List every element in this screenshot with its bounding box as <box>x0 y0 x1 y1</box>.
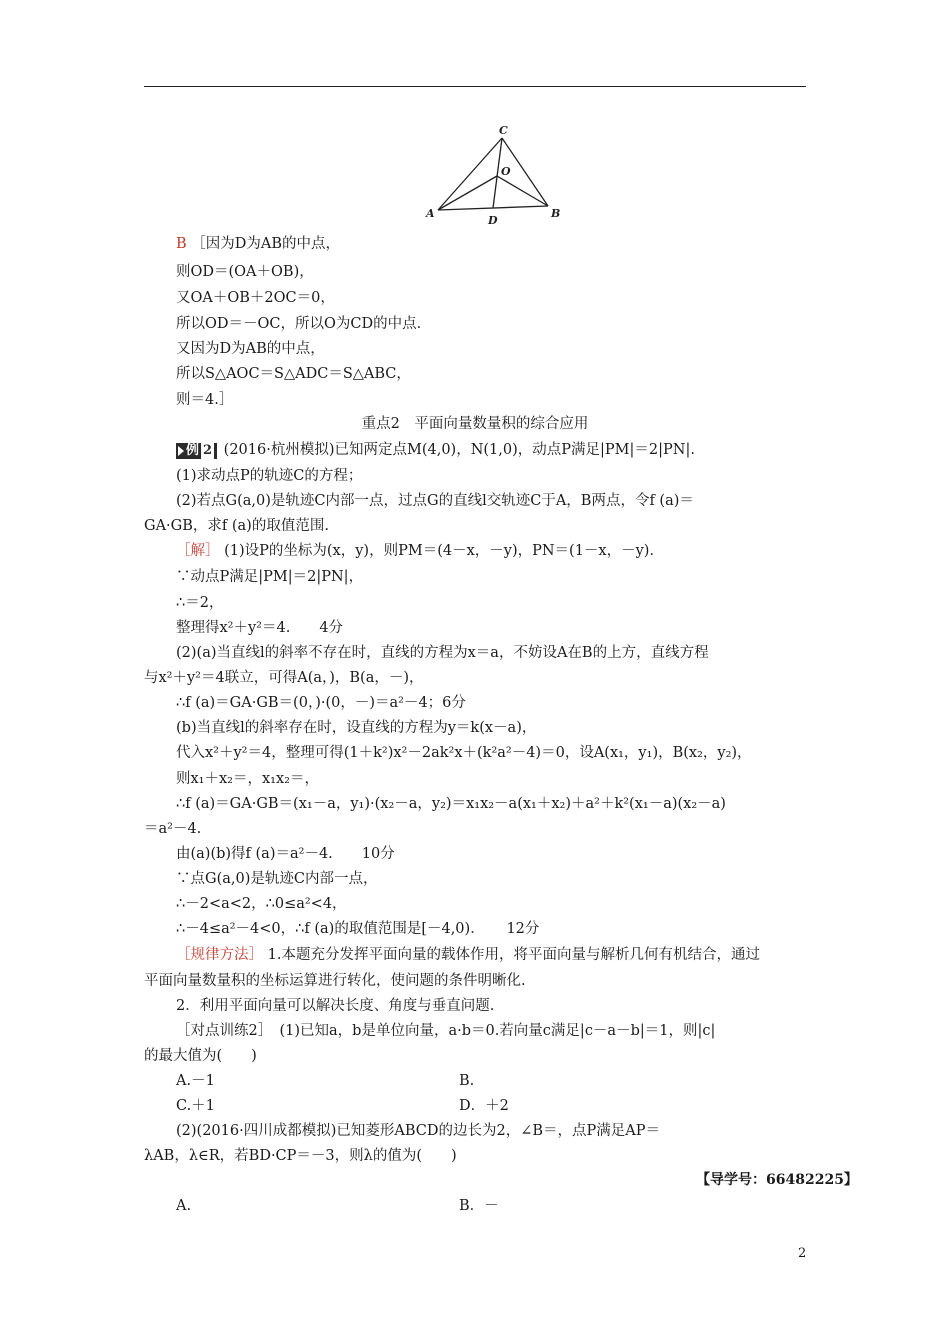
label-a: A <box>426 207 435 220</box>
solution-line: (b)当直线l的斜率存在时，设直线的方程为y＝k(x－a)， <box>176 720 537 736</box>
solution-line: 代入x²＋y²＝4，整理可得(1＋k²)x²－2ak²x＋(k²a²－4)＝0，设A(x₁，y₁)，B(x₂，y₂)， <box>176 745 752 761</box>
solution-line: 与x²＋y²＝4联立，可得A(a，)，B(a，－)， <box>144 670 424 686</box>
training-q2-cont: λAB，λ∈R，若BD·CP＝－3，则λ的值为( ) <box>144 1148 457 1164</box>
answer-line: 则OD＝(OA＋OB)， <box>176 264 314 280</box>
method-line-3: 2．利用平面向量可以解决长度、角度与垂直问题. <box>176 998 495 1014</box>
option-c: C.＋1 <box>176 1098 215 1114</box>
answer-line-1 <box>176 234 340 254</box>
solution-line: ∵点G(a,0)是轨迹C内部一点， <box>176 871 378 887</box>
solution-line: ∵动点P满足|PM|＝2|PN|， <box>176 569 364 585</box>
solution-line: 则x₁＋x₂＝，x₁x₂＝， <box>176 771 319 787</box>
option-a: A.－1 <box>176 1073 215 1089</box>
example-q1: (1)求动点P的轨迹C的方程； <box>176 468 363 484</box>
option-d: D．＋2 <box>459 1098 509 1114</box>
answer-line: 则＝4.］ <box>176 392 234 408</box>
page-number: 2 <box>798 1246 807 1261</box>
answer-choice: B <box>176 236 187 252</box>
option-b: B. <box>459 1073 475 1089</box>
option2-b: B．－ <box>459 1198 499 1214</box>
example-q2-cont: GA·GB，求f (a)的取值范围. <box>144 518 329 534</box>
answer-line: 所以OD＝－OC，所以O为CD的中点． <box>176 316 432 332</box>
answer-line: 所以S△AOC＝S△ADC＝S△ABC， <box>176 366 411 382</box>
solution-line-1: ［解］ (1)设P的坐标为(x，y)，则PM＝(4－x，－y)，PN＝(1－x，－y)． <box>176 543 664 559</box>
label-o: O <box>501 165 511 178</box>
solution-line: ∴f (a)＝GA·GB＝(0，)·(0，－)＝a²－4；6分 <box>176 695 466 711</box>
label-d: D <box>488 214 498 227</box>
segment-ao <box>438 176 497 210</box>
training-q2: (2)(2016·四川成都模拟)已知菱形ABCD的边长为2，∠B＝，点P满足AP＝ <box>176 1123 660 1139</box>
solution-line: ∴＝2， <box>176 595 224 611</box>
method-line-2: 平面向量数量积的坐标运算进行转化，使问题的条件明晰化. <box>144 973 526 989</box>
answer-text: ［因为D为AB的中点， <box>191 236 341 252</box>
solution-line: ∴f (a)＝GA·GB＝(x₁－a，y₁)·(x₂－a，y₂)＝x₁x₂－a(x₁＋x₂)＋a²＋k²(x₁－a)(x₂－a) <box>176 796 726 812</box>
solution-line: ∴－4≤a²－4<0，∴f (a)的取值范围是[－4,0)． 12分 <box>176 921 540 937</box>
answer-line: 又OA＋OB＋2OC＝0， <box>176 290 335 306</box>
solution-line: ＝a²－4. <box>144 821 202 837</box>
label-b: B <box>551 207 561 220</box>
header-rule <box>144 86 806 87</box>
segment-bo <box>497 176 548 206</box>
answer-line: 又因为D为AB的中点， <box>176 341 325 357</box>
option2-a: A. <box>176 1198 192 1214</box>
edge-ca <box>438 138 502 210</box>
solution-line: 由(a)(b)得f (a)＝a²－4. 10分 <box>176 846 395 862</box>
solution-line: 整理得x²＋y²＝4. 4分 <box>176 620 344 636</box>
method-tag: ［规律方法］ <box>176 947 263 963</box>
example-stem: 例 2 (2016·杭州模拟)已知两定点M(4,0)，N(1,0)，动点P满足|PM|＝2|PN|. <box>176 440 695 460</box>
example-badge: 例 2 <box>176 443 217 459</box>
solution-line: (2)(a)当直线l的斜率不存在时，直线的方程为x＝a，不妨设A在B的上方，直线方程 <box>176 645 709 661</box>
method-line-1: ［规律方法］ 1.本题充分发挥平面向量的载体作用，将平面向量与解析几何有机结合，通过 <box>176 947 760 963</box>
example-q2: (2)若点G(a,0)是轨迹C内部一点，过点G的直线l交轨迹C于A，B两点，令f (a)＝ <box>176 493 694 509</box>
training-q1-cont: 的最大值为( ) <box>144 1048 257 1064</box>
study-number: 【导学号：66482225】 <box>696 1172 858 1188</box>
section-title: 重点2 平面向量数量积的综合应用 <box>361 416 589 432</box>
triangle-figure <box>420 120 570 230</box>
solution-line: ∴－2<a<2，∴0≤a²<4， <box>176 896 347 912</box>
solution-tag: ［解］ <box>176 543 220 559</box>
triangle-icon <box>178 446 184 456</box>
label-c: C <box>499 124 508 137</box>
training-q1: ［对点训练2］ (1)已知a，b是单位向量，a·b＝0.若向量c满足|c－a－b|＝1，则|c| <box>176 1023 716 1039</box>
